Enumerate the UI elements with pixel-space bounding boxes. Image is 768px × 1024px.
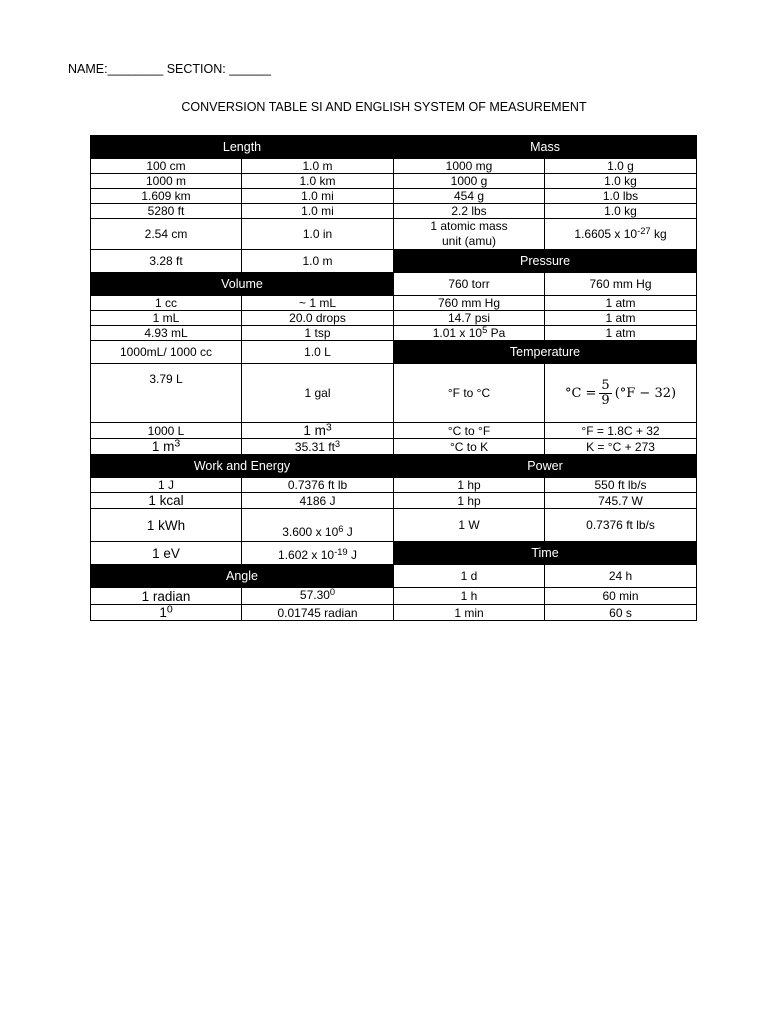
length-cell: 1.0 mi [242,189,394,204]
table-row [91,189,697,204]
table-row [91,565,697,588]
table-row [91,364,697,423]
one-degree-exponent: 0 [166,603,173,616]
section-header-time: Time [394,542,697,565]
temperature-cell: °F = 1.8C + 32 [545,423,697,439]
m3-exponent: 3 [174,437,181,450]
mass-cell: 1000 g [394,174,545,189]
table-row [91,311,697,326]
section-header-mass: Mass [394,136,697,159]
section-header-power: Power [394,455,697,478]
mass-cell: 2.2 lbs [394,204,545,219]
table-row [91,493,697,509]
angle-cell: 0.01745 radian [242,605,394,621]
work-energy-cell: 4186 J [242,493,394,509]
power-cell: 1 hp [394,493,545,509]
length-cell: 5280 ft [91,204,242,219]
degree-exponent: 0 [329,586,336,597]
pressure-cell: 760 mm Hg [394,296,545,311]
temperature-cell: °C to °F [394,423,545,439]
m3-base: 1 m [303,423,326,438]
pa-base: 1.01 x 10 [432,326,483,340]
volume-cell [242,439,394,455]
mass-cell: 1.0 g [545,159,697,174]
length-cell: 2.54 cm [91,219,242,250]
ft3-exponent: 3 [334,438,341,449]
table-row [91,478,697,493]
power-cell: 745.7 W [545,493,697,509]
table-row [91,219,697,250]
kwh-unit: J [343,525,353,539]
amu-base: 1.6605 x 10 [574,227,638,241]
section-blank: ______ [229,62,271,76]
length-cell: 1.0 m [242,250,394,273]
work-energy-cell: 1 kWh [91,509,242,542]
table-row [91,273,697,296]
section-header-volume: Volume [91,273,394,296]
power-cell: 550 ft lb/s [545,478,697,493]
ev-base: 1.602 x 10 [278,548,335,562]
volume-cell: 4.93 mL [91,326,242,341]
conversion-table [90,135,697,621]
angle-cell: 1 radian [91,588,242,605]
work-energy-cell: 0.7376 ft lb [242,478,394,493]
pa-unit: Pa [487,326,506,340]
length-cell: 1.0 in [242,219,394,250]
table-row [91,509,697,542]
volume-cell [91,439,242,455]
amu-unit: kg [650,227,667,241]
temperature-cell: K = °C + 273 [545,439,697,455]
table-row [91,588,697,605]
time-cell: 60 s [545,605,697,621]
volume-cell: 3.79 L [91,364,242,423]
fraction-numerator: 5 [601,377,610,393]
section-header-temperature: Temperature [394,341,697,364]
time-cell: 60 min [545,588,697,605]
mass-cell: 1.0 kg [545,174,697,189]
temperature-cell: °F to °C [394,364,545,423]
pressure-cell: 760 torr [394,273,545,296]
length-cell: 1.0 m [242,159,394,174]
amu-label: 1 atomic mass unit (amu) [430,219,508,248]
work-energy-cell [242,542,394,565]
length-cell: 100 cm [91,159,242,174]
section-header-pressure: Pressure [394,250,697,273]
section-header-length: Length [91,136,394,159]
table-row [91,439,697,455]
celsius-formula [565,379,676,407]
work-energy-cell: 1 J [91,478,242,493]
mass-cell: 454 g [394,189,545,204]
work-energy-cell: 1 eV [91,542,242,565]
name-blank: ________ [107,62,164,76]
table-row [91,204,697,219]
kwh-base: 3.600 x 10 [282,525,339,539]
temperature-cell [545,364,697,423]
table-row [91,605,697,621]
pressure-cell: 1 atm [545,311,697,326]
table-row [91,296,697,311]
section-header-angle: Angle [91,565,394,588]
table-row [91,326,697,341]
pressure-cell [394,326,545,341]
length-cell: 1000 m [91,174,242,189]
angle-cell [91,605,242,621]
length-cell: 1.609 km [91,189,242,204]
time-cell: 24 h [545,565,697,588]
pressure-cell: 14.7 psi [394,311,545,326]
pressure-cell: 760 mm Hg [545,273,697,296]
formula-rhs: (°F − 32) [614,385,677,401]
length-cell: 1.0 mi [242,204,394,219]
pa-exponent: 5 [482,324,488,335]
table-row [91,542,697,565]
mass-cell [545,219,697,250]
volume-cell: ~ 1 mL [242,296,394,311]
one-degree-base: 1 [159,605,167,620]
power-cell: 0.7376 ft lb/s [545,509,697,542]
formula-lhs: °C = [564,385,597,401]
pressure-cell: 1 atm [545,296,697,311]
pressure-cell: 1 atm [545,326,697,341]
volume-cell [242,423,394,439]
mass-cell: 1.0 kg [545,204,697,219]
degree-base: 57.30 [299,588,330,602]
table-row [91,250,697,273]
volume-cell: 1 cc [91,296,242,311]
table-row [91,174,697,189]
volume-cell: 1000 L [91,423,242,439]
formula-fraction [599,379,611,407]
table-row [91,423,697,439]
section-header-work-energy: Work and Energy [91,455,394,478]
volume-cell: 1 tsp [242,326,394,341]
volume-cell: 1.0 L [242,341,394,364]
table-row [91,159,697,174]
kwh-exponent: 6 [338,523,344,534]
time-cell: 1 h [394,588,545,605]
mass-cell: 1.0 lbs [545,189,697,204]
work-energy-cell [242,509,394,542]
fraction-denominator: 9 [601,392,610,408]
volume-cell: 1 mL [91,311,242,326]
length-cell: 3.28 ft [91,250,242,273]
volume-cell: 1 gal [242,364,394,423]
mass-cell [394,219,545,250]
ev-unit: J [347,548,357,562]
power-cell: 1 hp [394,478,545,493]
table-row [91,455,697,478]
section-label: SECTION: [166,62,226,76]
ft3-base: 35.31 ft [294,439,335,454]
table-row [91,136,697,159]
document-title: CONVERSION TABLE SI AND ENGLISH SYSTEM OF MEASUREMENT [181,100,587,114]
name-label: NAME: [68,62,108,76]
m3-exponent: 3 [325,421,332,434]
volume-cell: 1000mL/ 1000 cc [91,341,242,364]
angle-cell [242,588,394,605]
power-cell: 1 W [394,509,545,542]
time-cell: 1 d [394,565,545,588]
temperature-cell: °C to K [394,439,545,455]
mass-cell: 1000 mg [394,159,545,174]
volume-cell: 20.0 drops [242,311,394,326]
length-cell: 1.0 km [242,174,394,189]
header-line [68,62,271,76]
table-row [91,341,697,364]
ev-exponent: -19 [334,546,348,557]
m3-base: 1 m [151,439,175,454]
time-cell: 1 min [394,605,545,621]
work-energy-cell: 1 kcal [91,493,242,509]
amu-exponent: -27 [637,225,651,236]
